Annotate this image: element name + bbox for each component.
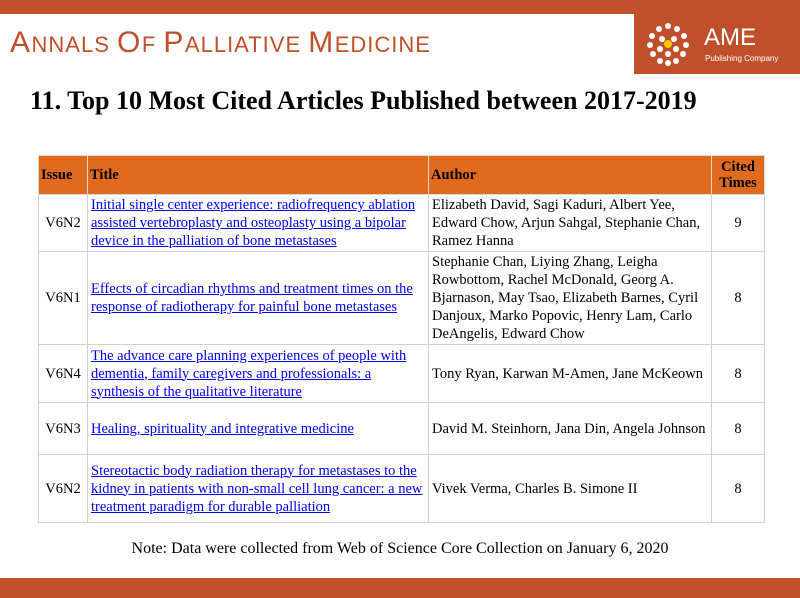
article-title-link[interactable]: Healing, spirituality and integrative medicine bbox=[91, 420, 354, 437]
table-row bbox=[39, 403, 765, 455]
top-accent-bar bbox=[0, 0, 800, 14]
author-cell: Tony Ryan, Karwan M-Amen, Jane McKeown bbox=[429, 345, 712, 403]
page-title: 11. Top 10 Most Cited Articles Published between 2017-2019 bbox=[30, 86, 697, 115]
publisher-subtitle: Publishing Company bbox=[705, 54, 779, 63]
title-cell bbox=[88, 403, 429, 455]
cited-times-cell: 8 bbox=[712, 403, 765, 455]
article-title-link[interactable]: Stereotactic body radiation therapy for metastases to the kidney in patients with non-small cell lung cancer: a new treatment paradigm for durable palliation bbox=[91, 462, 423, 515]
most-cited-table bbox=[38, 155, 765, 523]
cited-times-cell: 8 bbox=[712, 252, 765, 345]
journal-title-part: M bbox=[308, 26, 335, 59]
journal-title-part: P bbox=[163, 26, 185, 59]
data-source-note: Note: Data were collected from Web of Science Core Collection on January 6, 2020 bbox=[131, 540, 669, 557]
table-row bbox=[39, 252, 765, 345]
journal-title-part: F bbox=[141, 32, 164, 57]
journal-title-part: NNALS bbox=[31, 32, 117, 57]
journal-title-part: O bbox=[117, 26, 142, 59]
journal-title-part: EDICINE bbox=[334, 32, 431, 57]
issue-cell: V6N1 bbox=[39, 252, 88, 345]
author-cell: Vivek Verma, Charles B. Simone II bbox=[429, 455, 712, 523]
author-cell: Elizabeth David, Sagi Kaduri, Albert Yee, Edward Chow, Arjun Sahgal, Stephanie Chan, Ramez Hanna bbox=[429, 195, 712, 252]
author-cell: Stephanie Chan, Liying Zhang, Leigha Rowbottom, Rachel McDonald, Georg A. Bjarnason, May Tsao, Elizabeth Barnes, Cyril Danjoux, Marko Popovic, Henry Lam, Carlo DeAngelis, Edward Chow bbox=[429, 252, 712, 345]
column-header-author: Author bbox=[429, 156, 712, 195]
cited-times-cell: 9 bbox=[712, 195, 765, 252]
column-header-title: Title bbox=[88, 156, 429, 195]
title-cell bbox=[88, 455, 429, 523]
title-cell bbox=[88, 252, 429, 345]
issue-cell: V6N2 bbox=[39, 195, 88, 252]
table-row bbox=[39, 455, 765, 523]
article-title-link[interactable]: Initial single center experience: radiofrequency ablation assisted vertebroplasty and osteoplasty using a bipolar device in the palliation of bone metastases bbox=[91, 197, 416, 249]
cited-times-cell: 8 bbox=[712, 455, 765, 523]
title-cell bbox=[88, 345, 429, 403]
cited-times-cell: 8 bbox=[712, 345, 765, 403]
publisher-logo bbox=[634, 14, 800, 74]
table-row bbox=[39, 195, 765, 252]
publisher-name: AME bbox=[704, 24, 757, 51]
bottom-accent-bar bbox=[0, 578, 800, 598]
column-header-cited-times bbox=[712, 156, 765, 195]
column-header-cited-line1: Cited bbox=[721, 159, 755, 175]
article-title-link[interactable]: The advance care planning experiences of people with dementia, family caregivers and professionals: a synthesis of the qualitative literature bbox=[91, 347, 407, 400]
article-title-link[interactable]: Effects of circadian rhythms and treatment times on the response of radiotherapy for painful bone metastases bbox=[91, 281, 413, 315]
journal-title bbox=[10, 26, 431, 60]
issue-cell: V6N2 bbox=[39, 455, 88, 523]
author-cell: David M. Steinhorn, Jana Din, Angela Johnson bbox=[429, 403, 712, 455]
issue-cell: V6N4 bbox=[39, 345, 88, 403]
journal-title-part: ALLIATIVE bbox=[184, 32, 309, 57]
ame-logo-icon bbox=[644, 22, 692, 66]
table-header-row bbox=[39, 156, 765, 195]
issue-cell: V6N3 bbox=[39, 403, 88, 455]
title-cell bbox=[88, 195, 429, 252]
column-header-cited-line2: Times bbox=[719, 175, 757, 191]
column-header-issue: Issue bbox=[39, 156, 88, 195]
table-row bbox=[39, 345, 765, 403]
journal-title-part: A bbox=[10, 26, 32, 59]
